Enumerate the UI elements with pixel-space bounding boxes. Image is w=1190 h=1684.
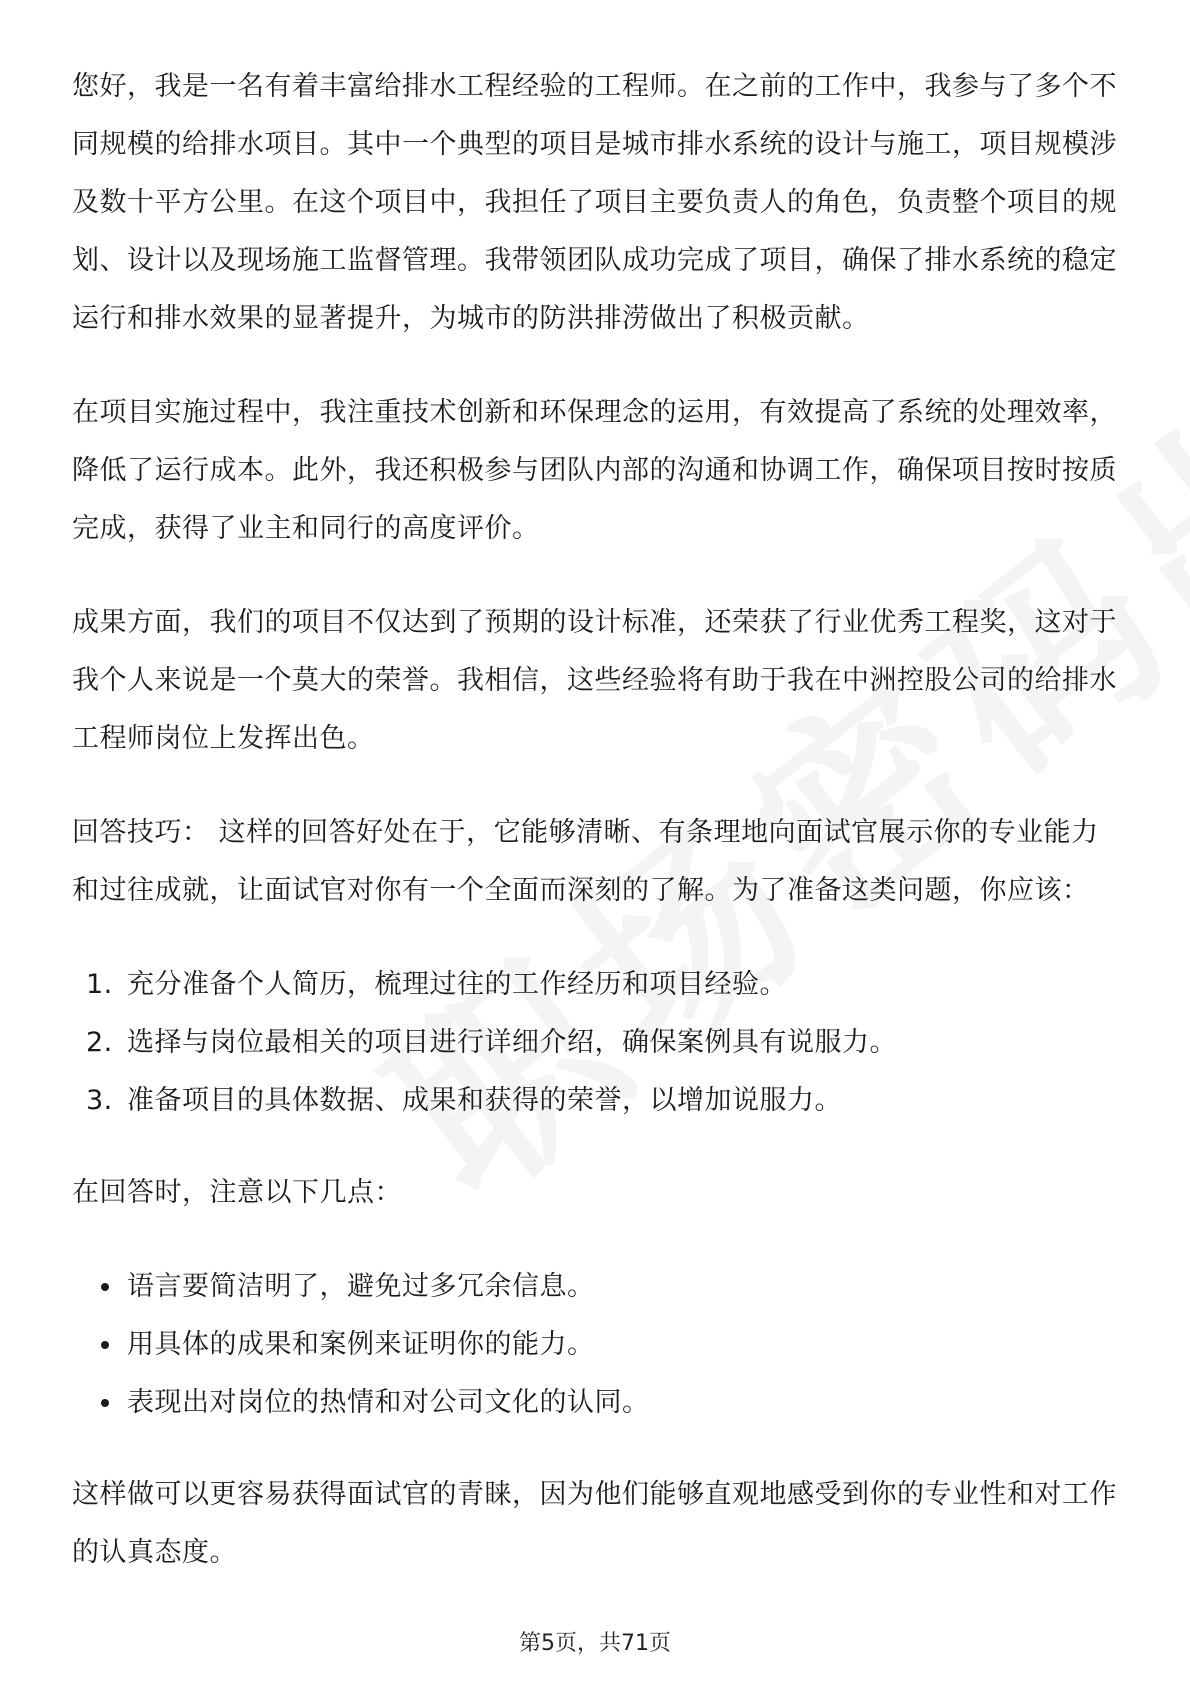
- list-item-text: 语言要简洁明了，避免过多冗余信息。: [127, 1271, 595, 1302]
- list-item-text: 充分准备个人简历，梳理过往的工作经历和项目经验。: [127, 969, 787, 1000]
- paragraph-tips: 回答技巧： 这样的回答好处在于，它能够清晰、有条理地向面试官展示你的专业能力和过往成就，让面试官对你有一个全面而深刻的了解。为了准备这类问题，你应该：: [72, 817, 1099, 906]
- list-number: 2.: [86, 1027, 113, 1058]
- numbered-list: [72, 956, 1118, 1130]
- bullet-icon: [101, 1399, 109, 1407]
- list-item-text: 准备项目的具体数据、成果和获得的荣誉，以增加说服力。: [127, 1085, 842, 1116]
- list-item-text: 用具体的成果和案例来证明你的能力。: [127, 1329, 595, 1360]
- list-number: 1.: [86, 969, 113, 1000]
- list-number: 3.: [86, 1085, 113, 1116]
- document-body: [72, 58, 1118, 1618]
- page-number-footer: 第5页，共71页: [519, 1631, 671, 1656]
- bullet-icon: [101, 1341, 109, 1349]
- paragraph-closing: 这样做可以更容易获得面试官的青睐，因为他们能够直观地感受到你的专业性和对工作的认真态度。: [72, 1479, 1117, 1568]
- list-item-text: 选择与岗位最相关的项目进行详细介绍，确保案例具有说服力。: [127, 1027, 897, 1058]
- paragraph-notes-intro: 在回答时，注意以下几点：: [72, 1177, 402, 1208]
- paragraph-results: 成果方面，我们的项目不仅达到了预期的设计标准，还荣获了行业优秀工程奖，这对于我个人来说是一个莫大的荣誉。我相信，这些经验将有助于我在中洲控股公司的给排水工程师岗位上发挥出色。: [72, 607, 1117, 754]
- paragraph-intro: 您好，我是一名有着丰富给排水工程经验的工程师。在之前的工作中，我参与了多个不同规模的给排水项目。其中一个典型的项目是城市排水系统的设计与施工，项目规模涉及数十平方公里。在这个项目中，我担任了项目主要负责人的角色，负责整个项目的规划、设计以及现场施工监督管理。我带领团队成功完成了项目，确保了排水系统的稳定运行和排水效果的显著提升，为城市的防洪排涝做出了积极贡献。: [72, 71, 1117, 334]
- list-item: [72, 956, 1118, 1014]
- list-item: [72, 1258, 1118, 1316]
- bullet-list: [72, 1258, 1118, 1432]
- list-item: [72, 1316, 1118, 1374]
- bullet-icon: [101, 1283, 109, 1291]
- list-item: [72, 1374, 1118, 1432]
- list-item: [72, 1014, 1118, 1072]
- list-item-text: 表现出对岗位的热情和对公司文化的认同。: [127, 1387, 650, 1418]
- list-item: [72, 1072, 1118, 1130]
- paragraph-process: 在项目实施过程中，我注重技术创新和环保理念的运用，有效提高了系统的处理效率，降低了运行成本。此外，我还积极参与团队内部的沟通和协调工作，确保项目按时按质完成，获得了业主和同行的高度评价。: [72, 397, 1117, 544]
